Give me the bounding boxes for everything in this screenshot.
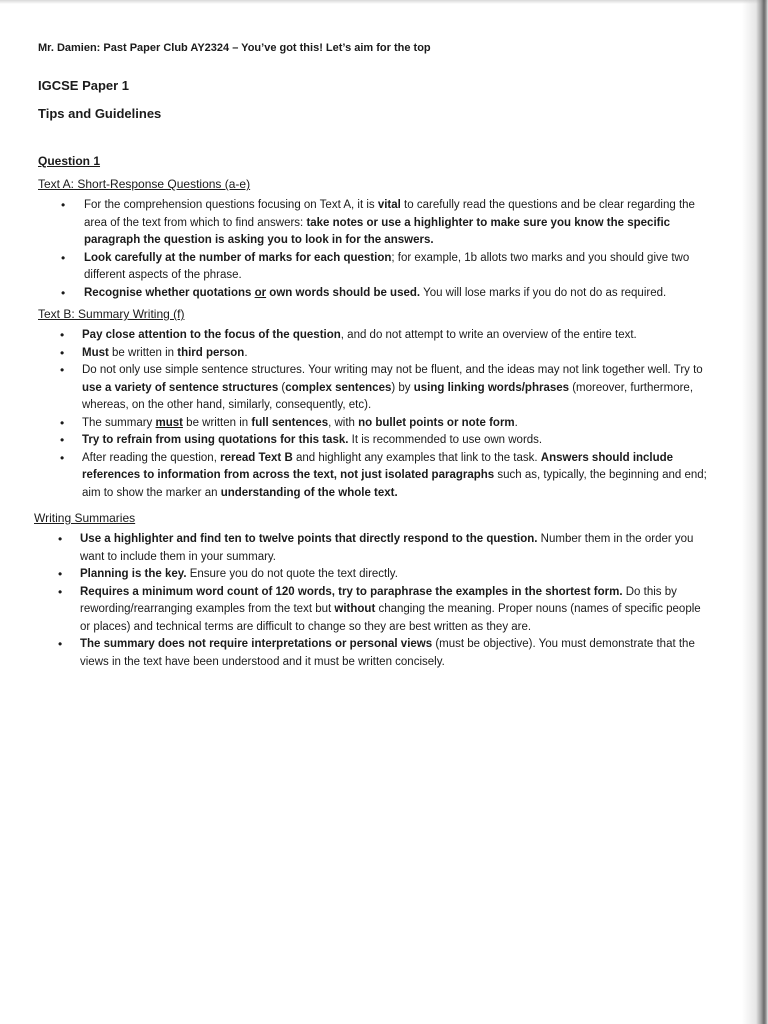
bullet-text-run: , and do not attempt to write an overview of the entire text.	[340, 329, 637, 341]
bullet-text-run: Must	[82, 346, 109, 359]
bullet-text-run: ; for example, 1b allots two marks and you should give two different aspects of the phrase.	[84, 251, 690, 281]
bullet-text-run: or	[254, 286, 267, 299]
bullet-dot-icon: •	[60, 450, 65, 465]
bullet-text-run: Planning is the key.	[80, 568, 187, 580]
bullet-text-run: own words should be used.	[266, 286, 421, 299]
bullet-text-run: (	[278, 381, 286, 394]
bullet-text-run: vital	[377, 199, 401, 211]
bullet-text-run: (moreover, furthermore, whereas, on the other hand, similarly, consequently, etc).	[82, 381, 694, 411]
bullet-text-run: to carefully read the questions and be clear regarding the area of the text from which to find answers:	[84, 199, 695, 229]
bullet-dot-icon: •	[60, 328, 65, 342]
writing-summaries-bullet-list	[38, 531, 710, 671]
scan-edge-shadow	[742, 0, 768, 1024]
bullet-text-run: You will lose marks if you do not do as required.	[420, 286, 667, 299]
bullet-text-run: Answers should include references to information from across the text, not just isolated paragraphs	[82, 451, 674, 481]
bullet-dot-icon: •	[60, 433, 65, 447]
text-b-bullet	[38, 415, 710, 433]
bullet-text-run: Use a highlighter and find ten to twelve points that directly respond to the question.	[80, 533, 538, 545]
document-subtitle: Tips and Guidelines	[38, 106, 162, 121]
bullet-text-run: be written in	[108, 346, 178, 359]
bullet-text-run: understanding of the whole text.	[220, 486, 398, 499]
text-a-heading: Text A: Short-Response Questions (a-e)	[38, 177, 251, 191]
bullet-dot-icon: •	[60, 415, 65, 430]
bullet-text-run: Look carefully at the number of marks for each question	[84, 251, 392, 264]
bullet-text-run: .	[514, 416, 518, 429]
bullet-text-run: use a variety of sentence structures	[82, 381, 279, 394]
bullet-text-run: For the comprehension questions focusing on Text A, it is	[84, 199, 378, 211]
bullet-text-run: Requires a minimum word count of 120 words, try to paraphrase the examples in the shortest form.	[80, 585, 623, 598]
bullet-dot-icon: •	[60, 345, 65, 360]
bullet-text-run: The summary	[82, 416, 156, 429]
text-a-bullet	[38, 285, 710, 303]
bullet-text-run: such as, typically, the beginning and end; aim to show the marker an	[82, 469, 707, 499]
scan-top-shadow	[0, 0, 768, 4]
writing-summaries-bullet	[38, 584, 710, 637]
bullet-text-run: complex sentences	[285, 381, 392, 394]
text-b-bullet	[38, 345, 710, 363]
bullet-text-run: After reading the question,	[82, 451, 221, 464]
text-b-bullet	[38, 450, 710, 503]
bullet-text-run: must	[155, 416, 183, 429]
bullet-text-run: Ensure you do not quote the text directly.	[186, 568, 398, 580]
bullet-text-run: Do this by rewording/rearranging examples from the text but	[80, 585, 677, 615]
bullet-text-run: ) by	[391, 381, 414, 394]
bullet-dot-icon: •	[58, 567, 63, 581]
bullet-text-run: Recognise whether quotations	[84, 286, 255, 299]
text-a-bullet-list	[38, 197, 710, 302]
bullet-dot-icon: •	[58, 584, 63, 599]
bullet-text-run: full sentences	[251, 416, 329, 429]
writing-summaries-bullet	[38, 566, 710, 584]
bullet-text-run: Pay close attention to the focus of the question	[82, 329, 341, 341]
bullet-text-run: Do not only use simple sentence structures. Your writing may not be fluent, and the ideas may not link together well. Try to	[82, 364, 703, 376]
header-line: Mr. Damien: Past Paper Club AY2324 – You’ve got this! Let’s aim for the top	[38, 42, 431, 54]
bullet-text-run: without	[334, 603, 376, 615]
text-a-bullet	[38, 197, 710, 250]
bullet-dot-icon: •	[61, 198, 66, 212]
text-b-bullet	[38, 432, 710, 450]
text-b-bullet-list	[38, 327, 710, 502]
bullet-text-run: The summary does not require interpretations or personal views	[80, 638, 433, 650]
bullet-text-run: using linking words/phrases	[413, 381, 570, 394]
bullet-dot-icon: •	[61, 250, 66, 265]
bullet-text-run: be written in	[182, 416, 252, 429]
bullet-text-run: Try to refrain from using quotations for this task.	[82, 434, 349, 446]
document-content	[34, 42, 710, 676]
text-a-bullet	[38, 250, 710, 285]
text-b-bullet	[38, 362, 710, 415]
bullet-dot-icon: •	[58, 532, 63, 546]
bullet-dot-icon: •	[58, 637, 63, 651]
text-b-heading: Text B: Summary Writing (f)	[38, 307, 185, 321]
bullet-text-run: It is recommended to use own words.	[348, 434, 543, 446]
question-1-heading: Question 1	[38, 154, 101, 168]
document-title: IGCSE Paper 1	[38, 78, 130, 93]
bullet-text-run: reread Text B	[220, 451, 293, 464]
text-b-bullet	[38, 327, 710, 345]
bullet-text-run: and highlight any examples that link to the task.	[292, 451, 541, 464]
bullet-dot-icon: •	[61, 285, 66, 300]
bullet-text-run: third person	[177, 346, 245, 359]
bullet-text-run: changing the meaning. Proper nouns (names of specific people or places) and technical terms are difficult to change so they are best written as they are.	[80, 603, 701, 633]
bullet-text-run: take notes or use a highlighter to make sure you know the specific paragraph the question is asking you to look in for the answers.	[84, 216, 671, 246]
writing-summaries-heading: Writing Summaries	[34, 511, 136, 525]
bullet-dot-icon: •	[60, 363, 65, 377]
bullet-text-run: Number them in the order you want to include them in your summary.	[80, 533, 694, 563]
bullet-text-run: .	[244, 346, 248, 359]
writing-summaries-bullet	[38, 531, 710, 566]
bullet-text-run: , with	[328, 416, 359, 429]
writing-summaries-bullet	[38, 636, 710, 671]
bullet-text-run: no bullet points or note form	[358, 416, 515, 429]
bullet-text-run: (must be objective). You must demonstrate that the views in the text have been understood and it must be written concisely.	[80, 638, 695, 668]
